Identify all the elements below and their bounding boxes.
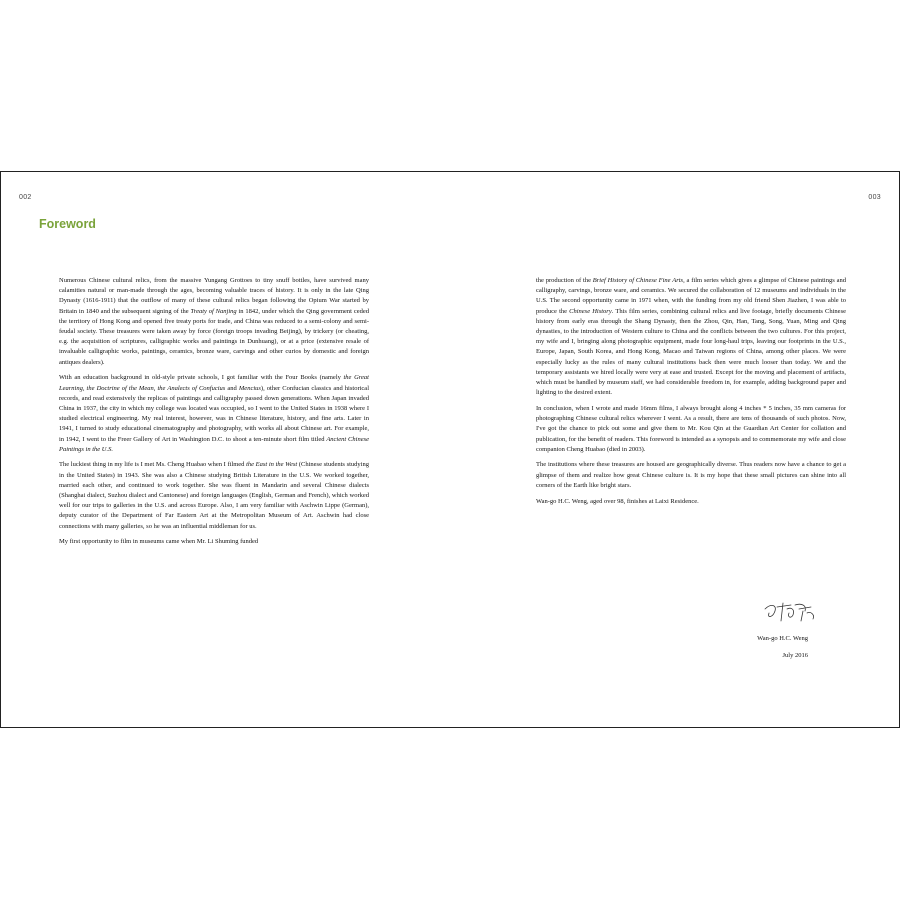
right-page-number: 003 [868,194,881,201]
signature-date: July 2016 [782,652,808,659]
paragraph: The institutions where these treasures are housed are geographically diverse. Thus readers now have a chance to get a glimpse of them and realize how great Chinese culture is. It is my hope that these small pictures can shine into all corners of the Earth like bright stars. [536,461,846,489]
paragraph: My first opportunity to film in museums came when Mr. Li Shuming funded [59,538,259,546]
left-text-column [59,276,369,553]
paragraph: Wan-go H.C. Weng, aged over 98, finishes at Laixi Residence. [536,497,699,505]
paragraph: the production of the Brief History of Chinese Fine Arts, a film series which gives a glimpse of Chinese paintings and calligraphy, carvings, bronze ware, and ceramics. We secured the collaboration of 12 museums and individuals in the U.S. The second opportunity came in 1971 when, with the funding from my old friend Shen Jiazhen, I was able to produce the Chinese History. This film series, combining cultural relics and live footage, briefly documents Chinese history from early eras through the Shang Dynasty, then the Zhou, Qin, Han, Tang, Song, Yuan, Ming and Qing dynasties, to the introduction of Western culture to China and the conflicts between the two cultures. For this project, my wife and I, bringing along photographic equipment, made four long-haul trips, leaving our footprints in the U.S., Europe, Japan, South Korea, and Hong Kong, Macao and Taiwan regions of China, among other places. We were especially lucky as the rules of many cultural institutions back then were much looser than today. We and the temporary assistants we hired locally were very at ease and trusted. Except for the moving and placement of artifacts, which must be handled by museum staff, we had considerable freedom in, for example, adding background paper and lighting to the desired extent. [536,277,846,397]
paragraph: In conclusion, when I wrote and made 16mm films, I always brought along 4 inches * 5 inches, 35 mm cameras for photographing Chinese cultural relics wherever I went. As a result, there are tens of thousands of such photos. Now, I've got the chance to pick out some and give them to Mr. Kou Qin at the Guardian Art Center for collation and publication, for the benefit of readers. This foreword is intended as a synopsis and to commemorate my wife and close companion Cheng Huabao (died in 2003). [536,404,846,453]
paragraph: With an education background in old-style private schools, I got familiar with the Four Books (namely the Great Learning, the Doctrine of the Mean, the Analects of Confucius and Mencius), other Confucian classics and historical records, and read extensively the replicas of paintings and calligraphy passed down generations. When Japan invaded China in 1937, the city in which my college was located was occupied, so I went to the United States in 1938 where I studied electrical engineering. My real interest, however, was in Chinese literature, history, and fine arts. Later in 1941, I turned to study educational cinematography and photography, with works all about Chinese art. For example, in 1942, I went to the Freer Gallery of Art in Washington D.C. to shoot a ten-minute short film titled Ancient Chinese Paintings in the U.S. [59,374,369,453]
handwritten-signature [761,599,821,625]
signature-name: Wan-go H.C. Weng [757,635,808,642]
left-page-number: 002 [19,194,32,201]
paragraph: Numerous Chinese cultural relics, from the massive Yungang Grottoes to tiny snuff bottles, have survived many calamities natural or man-made through the ages, becoming valuable traces of history. It is only in the late Qing Dynasty (1616-1911) that the outflow of many of these cultural relics began following the Opium War started by Britain in 1840 and the subsequent signing of the Treaty of Nanjing in 1842, under which the Qing government ceded the territory of Hong Kong and opened five treaty ports for trade, and China was reduced to a semi-colony and semi-feudal society. These treasures were taken away by force (foreign troops invading Beijing), by trickery (or cheating, e.g. the acquisition of scriptures, calligraphic works and paintings in Dunhuang), or at a price (extensive resale of invaluable calligraphic works, paintings, ceramics, bronze ware, carvings and other curios by domestic and foreign antiques dealers). [59,277,369,366]
book-spread [0,171,900,728]
signature-block [757,633,808,667]
page-title: Foreword [39,217,96,231]
paragraph: The luckiest thing in my life is I met Ms. Cheng Huabao when I filmed the East in the West (Chinese students studying in the United States) in 1943. She was also a Chinese studying British Literature in the U.S. We worked together, married each other, and continued to work together. She was fluent in Mandarin and several Chinese dialects (Shanghai dialect, Suzhou dialect and Cantonese) and foreign languages (English, German and French), which worked well for our trips to galleries in the U.S. and across Europe. Also, I am very familiar with Aschwin Lippe (German), deputy curator of the Department of Far Eastern Art at the Metropolitan Museum of Art. Aschwin had close connections with many galleries, so he was an influential middleman for us. [59,461,369,530]
right-text-column [536,276,846,512]
